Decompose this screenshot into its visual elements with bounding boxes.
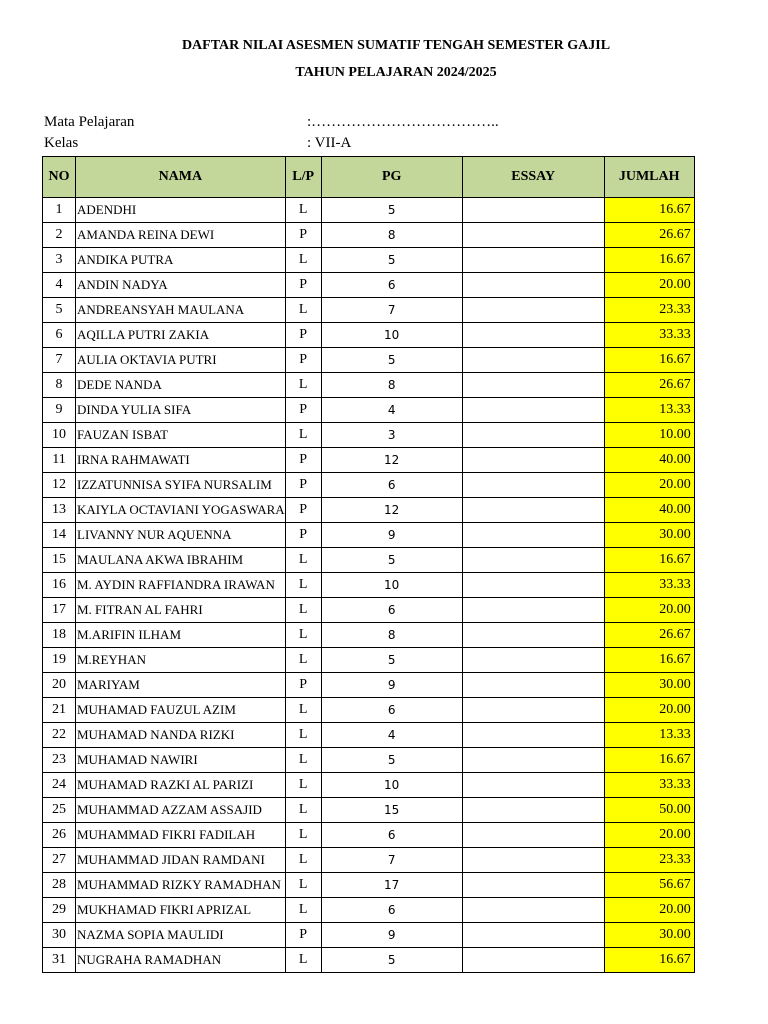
table-row <box>43 298 695 323</box>
cell-no: 26 <box>43 823 76 848</box>
cell-lp: P <box>285 398 321 423</box>
cell-lp: L <box>285 373 321 398</box>
cell-no: 22 <box>43 723 76 748</box>
cell-lp: P <box>285 348 321 373</box>
cell-nama: IZZATUNNISA SYIFA NURSALIM <box>76 473 286 498</box>
cell-nama: AULIA OKTAVIA PUTRI <box>76 348 286 373</box>
cell-no: 18 <box>43 623 76 648</box>
cell-lp: P <box>285 923 321 948</box>
cell-no: 13 <box>43 498 76 523</box>
column-header-lp: L/P <box>285 157 321 198</box>
cell-nama: MUHAMMAD RIZKY RAMADHAN <box>76 873 286 898</box>
table-row <box>43 798 695 823</box>
cell-lp: L <box>285 748 321 773</box>
cell-lp: P <box>285 223 321 248</box>
cell-lp: L <box>285 723 321 748</box>
cell-essay <box>462 323 604 348</box>
cell-no: 24 <box>43 773 76 798</box>
cell-pg: 4 <box>321 398 462 423</box>
cell-lp: L <box>285 598 321 623</box>
cell-essay <box>462 798 604 823</box>
cell-lp: P <box>285 273 321 298</box>
cell-essay <box>462 623 604 648</box>
cell-nama: NUGRAHA RAMADHAN <box>76 948 286 973</box>
cell-jumlah: 33.33 <box>604 323 694 348</box>
cell-essay <box>462 198 604 223</box>
table-row <box>43 848 695 873</box>
cell-essay <box>462 398 604 423</box>
cell-nama: ADENDHI <box>76 198 286 223</box>
cell-essay <box>462 473 604 498</box>
cell-pg: 5 <box>321 948 462 973</box>
cell-jumlah: 26.67 <box>604 373 694 398</box>
table-row <box>43 598 695 623</box>
cell-no: 3 <box>43 248 76 273</box>
cell-pg: 6 <box>321 598 462 623</box>
cell-lp: L <box>285 898 321 923</box>
cell-no: 16 <box>43 573 76 598</box>
cell-essay <box>462 298 604 323</box>
cell-nama: MUHAMAD NAWIRI <box>76 748 286 773</box>
cell-lp: L <box>285 873 321 898</box>
cell-pg: 10 <box>321 323 462 348</box>
cell-no: 6 <box>43 323 76 348</box>
table-row <box>43 623 695 648</box>
cell-jumlah: 16.67 <box>604 548 694 573</box>
cell-lp: P <box>285 523 321 548</box>
cell-no: 21 <box>43 698 76 723</box>
table-row <box>43 323 695 348</box>
cell-nama: NAZMA SOPIA MAULIDI <box>76 923 286 948</box>
cell-pg: 12 <box>321 448 462 473</box>
cell-nama: MUHAMMAD JIDAN RAMDANI <box>76 848 286 873</box>
cell-essay <box>462 648 604 673</box>
cell-jumlah: 56.67 <box>604 873 694 898</box>
cell-lp: L <box>285 798 321 823</box>
cell-pg: 5 <box>321 648 462 673</box>
cell-nama: AQILLA PUTRI ZAKIA <box>76 323 286 348</box>
cell-jumlah: 33.33 <box>604 773 694 798</box>
table-row <box>43 423 695 448</box>
cell-jumlah: 10.00 <box>604 423 694 448</box>
cell-no: 23 <box>43 748 76 773</box>
cell-nama: DEDE NANDA <box>76 373 286 398</box>
cell-nama: MUHAMAD RAZKI AL PARIZI <box>76 773 286 798</box>
cell-pg: 5 <box>321 748 462 773</box>
subject-value: :……………………………….. <box>307 114 499 130</box>
cell-nama: AMANDA REINA DEWI <box>76 223 286 248</box>
cell-essay <box>462 248 604 273</box>
cell-nama: KAIYLA OCTAVIANI YOGASWARA <box>76 498 286 523</box>
cell-lp: P <box>285 673 321 698</box>
table-row <box>43 523 695 548</box>
cell-jumlah: 40.00 <box>604 448 694 473</box>
cell-pg: 6 <box>321 273 462 298</box>
table-row <box>43 673 695 698</box>
cell-no: 15 <box>43 548 76 573</box>
table-row <box>43 223 695 248</box>
table-row <box>43 898 695 923</box>
table-row <box>43 648 695 673</box>
table-row <box>43 473 695 498</box>
cell-jumlah: 20.00 <box>604 273 694 298</box>
cell-jumlah: 20.00 <box>604 823 694 848</box>
cell-no: 30 <box>43 923 76 948</box>
cell-no: 17 <box>43 598 76 623</box>
cell-pg: 10 <box>321 573 462 598</box>
cell-lp: L <box>285 698 321 723</box>
cell-no: 19 <box>43 648 76 673</box>
cell-nama: M. FITRAN AL FAHRI <box>76 598 286 623</box>
cell-essay <box>462 823 604 848</box>
cell-essay <box>462 498 604 523</box>
table-row <box>43 398 695 423</box>
cell-jumlah: 30.00 <box>604 673 694 698</box>
column-header-essay: ESSAY <box>462 157 604 198</box>
cell-jumlah: 16.67 <box>604 248 694 273</box>
grades-table <box>42 156 695 973</box>
cell-pg: 5 <box>321 348 462 373</box>
cell-essay <box>462 748 604 773</box>
cell-no: 8 <box>43 373 76 398</box>
table-row <box>43 873 695 898</box>
cell-lp: L <box>285 573 321 598</box>
class-value: : VII-A <box>307 135 352 151</box>
cell-lp: L <box>285 198 321 223</box>
cell-jumlah: 20.00 <box>604 598 694 623</box>
cell-nama: LIVANNY NUR AQUENNA <box>76 523 286 548</box>
cell-jumlah: 20.00 <box>604 473 694 498</box>
cell-essay <box>462 673 604 698</box>
cell-no: 1 <box>43 198 76 223</box>
cell-no: 27 <box>43 848 76 873</box>
table-row <box>43 273 695 298</box>
cell-nama: ANDIKA PUTRA <box>76 248 286 273</box>
cell-essay <box>462 548 604 573</box>
cell-essay <box>462 898 604 923</box>
cell-jumlah: 20.00 <box>604 898 694 923</box>
cell-no: 28 <box>43 873 76 898</box>
cell-lp: L <box>285 823 321 848</box>
cell-essay <box>462 273 604 298</box>
cell-pg: 8 <box>321 223 462 248</box>
cell-pg: 8 <box>321 623 462 648</box>
table-row <box>43 948 695 973</box>
cell-pg: 4 <box>321 723 462 748</box>
cell-essay <box>462 948 604 973</box>
cell-no: 25 <box>43 798 76 823</box>
cell-jumlah: 13.33 <box>604 398 694 423</box>
cell-essay <box>462 523 604 548</box>
cell-no: 11 <box>43 448 76 473</box>
cell-lp: L <box>285 948 321 973</box>
table-row <box>43 198 695 223</box>
cell-lp: L <box>285 623 321 648</box>
cell-lp: L <box>285 548 321 573</box>
cell-no: 2 <box>43 223 76 248</box>
cell-pg: 6 <box>321 823 462 848</box>
table-row <box>43 698 695 723</box>
cell-no: 14 <box>43 523 76 548</box>
cell-jumlah: 30.00 <box>604 923 694 948</box>
cell-nama: MUHAMAD NANDA RIZKI <box>76 723 286 748</box>
cell-no: 5 <box>43 298 76 323</box>
cell-nama: FAUZAN ISBAT <box>76 423 286 448</box>
cell-nama: DINDA YULIA SIFA <box>76 398 286 423</box>
cell-pg: 9 <box>321 673 462 698</box>
cell-pg: 5 <box>321 198 462 223</box>
cell-essay <box>462 923 604 948</box>
cell-nama: MARIYAM <box>76 673 286 698</box>
cell-lp: P <box>285 448 321 473</box>
cell-pg: 12 <box>321 498 462 523</box>
cell-no: 20 <box>43 673 76 698</box>
table-row <box>43 348 695 373</box>
cell-nama: MUKHAMAD FIKRI APRIZAL <box>76 898 286 923</box>
cell-pg: 3 <box>321 423 462 448</box>
table-row <box>43 573 695 598</box>
cell-jumlah: 20.00 <box>604 698 694 723</box>
column-header-jumlah: JUMLAH <box>604 157 694 198</box>
cell-pg: 15 <box>321 798 462 823</box>
page-title: DAFTAR NILAI ASESMEN SUMATIF TENGAH SEMESTER GAJIL <box>181 38 611 53</box>
cell-no: 4 <box>43 273 76 298</box>
cell-lp: L <box>285 848 321 873</box>
cell-jumlah: 26.67 <box>604 223 694 248</box>
cell-essay <box>462 373 604 398</box>
cell-essay <box>462 598 604 623</box>
cell-jumlah: 16.67 <box>604 648 694 673</box>
page-subtitle: TAHUN PELAJARAN 2024/2025 <box>295 65 497 80</box>
class-label: Kelas <box>44 135 79 151</box>
cell-lp: L <box>285 298 321 323</box>
cell-nama: MUHAMAD FAUZUL AZIM <box>76 698 286 723</box>
cell-pg: 10 <box>321 773 462 798</box>
cell-no: 9 <box>43 398 76 423</box>
cell-jumlah: 16.67 <box>604 348 694 373</box>
cell-jumlah: 40.00 <box>604 498 694 523</box>
cell-nama: MAULANA AKWA IBRAHIM <box>76 548 286 573</box>
table-row <box>43 923 695 948</box>
cell-nama: M. AYDIN RAFFIANDRA IRAWAN <box>76 573 286 598</box>
table-row <box>43 373 695 398</box>
cell-jumlah: 26.67 <box>604 623 694 648</box>
cell-nama: MUHAMMAD FIKRI FADILAH <box>76 823 286 848</box>
table-row <box>43 248 695 273</box>
cell-lp: L <box>285 648 321 673</box>
cell-pg: 5 <box>321 248 462 273</box>
cell-pg: 17 <box>321 873 462 898</box>
cell-jumlah: 33.33 <box>604 573 694 598</box>
cell-essay <box>462 773 604 798</box>
table-row <box>43 548 695 573</box>
cell-jumlah: 16.67 <box>604 748 694 773</box>
cell-pg: 7 <box>321 848 462 873</box>
cell-pg: 9 <box>321 523 462 548</box>
cell-pg: 8 <box>321 373 462 398</box>
cell-jumlah: 30.00 <box>604 523 694 548</box>
cell-essay <box>462 423 604 448</box>
cell-nama: ANDIN NADYA <box>76 273 286 298</box>
cell-essay <box>462 348 604 373</box>
cell-essay <box>462 223 604 248</box>
cell-essay <box>462 698 604 723</box>
cell-essay <box>462 723 604 748</box>
cell-essay <box>462 848 604 873</box>
cell-pg: 7 <box>321 298 462 323</box>
cell-pg: 6 <box>321 698 462 723</box>
cell-nama: MUHAMMAD AZZAM ASSAJID <box>76 798 286 823</box>
cell-jumlah: 16.67 <box>604 198 694 223</box>
cell-no: 10 <box>43 423 76 448</box>
cell-nama: M.REYHAN <box>76 648 286 673</box>
table-row <box>43 773 695 798</box>
table-row <box>43 723 695 748</box>
cell-pg: 6 <box>321 473 462 498</box>
cell-jumlah: 16.67 <box>604 948 694 973</box>
table-row <box>43 823 695 848</box>
cell-lp: L <box>285 248 321 273</box>
table-row <box>43 448 695 473</box>
subject-label: Mata Pelajaran <box>44 114 135 130</box>
cell-essay <box>462 873 604 898</box>
cell-lp: L <box>285 423 321 448</box>
cell-no: 29 <box>43 898 76 923</box>
column-header-no: NO <box>43 157 76 198</box>
cell-nama: M.ARIFIN ILHAM <box>76 623 286 648</box>
cell-lp: L <box>285 773 321 798</box>
cell-jumlah: 13.33 <box>604 723 694 748</box>
cell-lp: P <box>285 323 321 348</box>
cell-nama: ANDREANSYAH MAULANA <box>76 298 286 323</box>
cell-pg: 6 <box>321 898 462 923</box>
cell-essay <box>462 573 604 598</box>
cell-no: 31 <box>43 948 76 973</box>
table-row <box>43 748 695 773</box>
cell-lp: P <box>285 473 321 498</box>
column-header-pg: PG <box>321 157 462 198</box>
cell-nama: IRNA RAHMAWATI <box>76 448 286 473</box>
cell-jumlah: 23.33 <box>604 848 694 873</box>
table-header-row <box>43 157 695 198</box>
cell-jumlah: 23.33 <box>604 298 694 323</box>
cell-pg: 9 <box>321 923 462 948</box>
cell-no: 7 <box>43 348 76 373</box>
column-header-nama: NAMA <box>76 157 286 198</box>
cell-essay <box>462 448 604 473</box>
cell-pg: 5 <box>321 548 462 573</box>
table-row <box>43 498 695 523</box>
cell-lp: P <box>285 498 321 523</box>
cell-jumlah: 50.00 <box>604 798 694 823</box>
cell-no: 12 <box>43 473 76 498</box>
table-body <box>43 198 695 973</box>
